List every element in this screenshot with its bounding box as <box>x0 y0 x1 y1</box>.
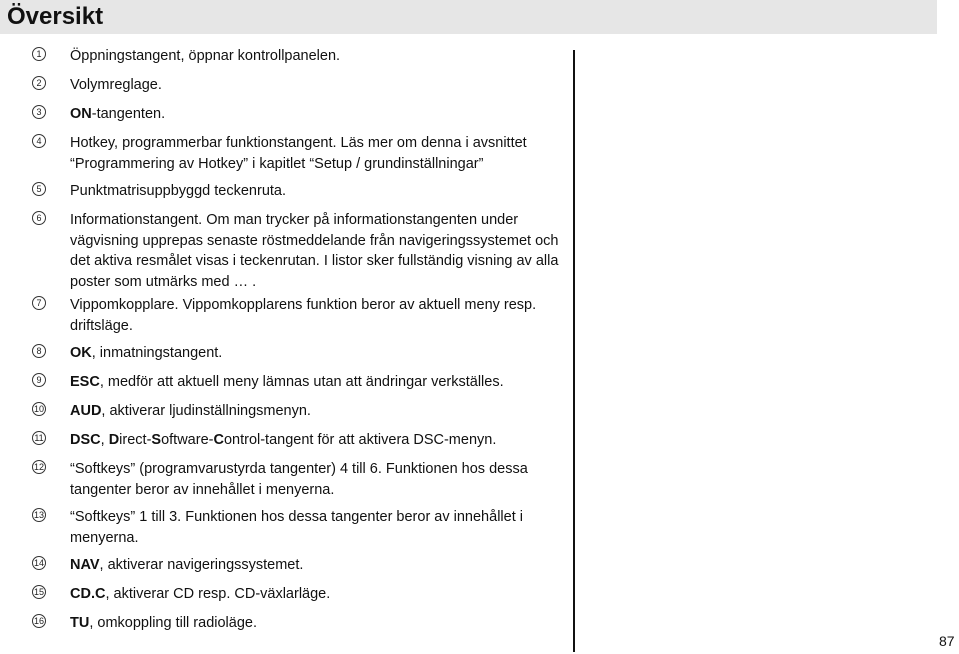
bold-key-label: DSC <box>70 432 101 448</box>
item-number: 1 <box>32 47 46 61</box>
item-number: 4 <box>32 134 46 148</box>
text-run: Informationstangent. Om man trycker på informationstangenten under vägvisning upprepas senaste röstmeddelande från navigeringssystemet och det aktiva resmålet visas i teckenrutan. I listor sker fullständig visning av alla poster som utmärks med … . <box>70 212 559 290</box>
item-text <box>70 507 560 548</box>
item-text <box>70 372 560 393</box>
text-run: oftware- <box>161 432 214 448</box>
item-text <box>70 104 560 125</box>
bold-key-label: D <box>108 432 120 448</box>
text-run: Vippomkopplare. Vippomkopplarens funktion beror av aktuell meny resp. driftsläge. <box>70 297 537 334</box>
page-title: Översikt <box>7 3 104 30</box>
item-text <box>70 401 560 422</box>
text-run: , medför att aktuell meny lämnas utan att ändringar verkställes. <box>99 374 504 390</box>
text-run: -tangenten. <box>91 106 166 122</box>
bold-key-label: C <box>213 432 224 448</box>
item-number: 6 <box>32 211 46 225</box>
text-run: “Softkeys” 1 till 3. Funktionen hos dessa tangenter beror av innehållet i menyerna. <box>70 509 523 546</box>
item-number: 3 <box>32 105 46 119</box>
bold-key-label: AUD <box>70 403 102 419</box>
item-number: 13 <box>33 510 44 520</box>
bold-key-label: ON <box>70 106 92 122</box>
item-text <box>70 343 560 364</box>
text-run: , omkoppling till radioläge. <box>89 615 257 631</box>
text-run: irect- <box>119 432 152 448</box>
text-run: , <box>100 432 109 448</box>
text-run: Öppningstangent, öppnar kontrollpanelen. <box>70 48 341 64</box>
bold-key-label: NAV <box>70 557 100 573</box>
item-text <box>70 459 560 500</box>
item-text <box>70 133 560 174</box>
page-number: 87 <box>939 633 955 649</box>
text-run: “Softkeys” (programvarustyrda tangenter) 4 till 6. Funktionen hos dessa tangenter beror av innehållet i menyerna. <box>70 461 528 498</box>
item-number: 7 <box>32 296 46 310</box>
item-number: 11 <box>32 431 46 445</box>
text-run: ontrol-tangent för att aktivera DSC-menyn. <box>223 432 497 448</box>
item-number: 9 <box>32 373 46 387</box>
bold-key-label: OK <box>70 345 92 361</box>
item-text <box>70 181 560 202</box>
item-number: 8 <box>32 344 46 358</box>
bold-key-label: TU <box>70 615 90 631</box>
text-run: Volymreglage. <box>70 77 162 93</box>
text-run: Punktmatrisuppbyggd teckenruta. <box>70 183 287 199</box>
item-number: 5 <box>32 182 46 196</box>
item-number: 15 <box>33 587 44 597</box>
item-text <box>70 430 560 451</box>
item-number: 2 <box>32 76 46 90</box>
item-text <box>70 295 560 336</box>
text-run: , inmatningstangent. <box>91 345 223 361</box>
item-text <box>70 555 560 576</box>
item-number: 12 <box>33 462 44 472</box>
bold-key-label: ESC <box>70 374 100 390</box>
bold-key-label: S <box>151 432 162 448</box>
item-text <box>70 613 560 634</box>
header-bar <box>0 0 937 34</box>
item-text <box>70 584 560 605</box>
text-run: , aktiverar navigeringssystemet. <box>99 557 304 573</box>
item-text <box>70 46 560 67</box>
item-text <box>70 75 560 96</box>
item-number: 10 <box>33 404 44 414</box>
item-number: 14 <box>33 558 44 568</box>
bold-key-label: CD.C <box>70 586 106 602</box>
text-run: , aktiverar CD resp. CD-växlarläge. <box>105 586 331 602</box>
text-run: , aktiverar ljudinställningsmenyn. <box>101 403 311 419</box>
text-run: Hotkey, programmerbar funktionstangent. Läs mer om denna i avsnittet “Programmering av Hotkey” i kapitlet “Setup / grundinställningar” <box>70 135 527 172</box>
column-divider <box>573 50 575 652</box>
item-text <box>70 210 560 292</box>
item-number: 16 <box>33 616 44 626</box>
